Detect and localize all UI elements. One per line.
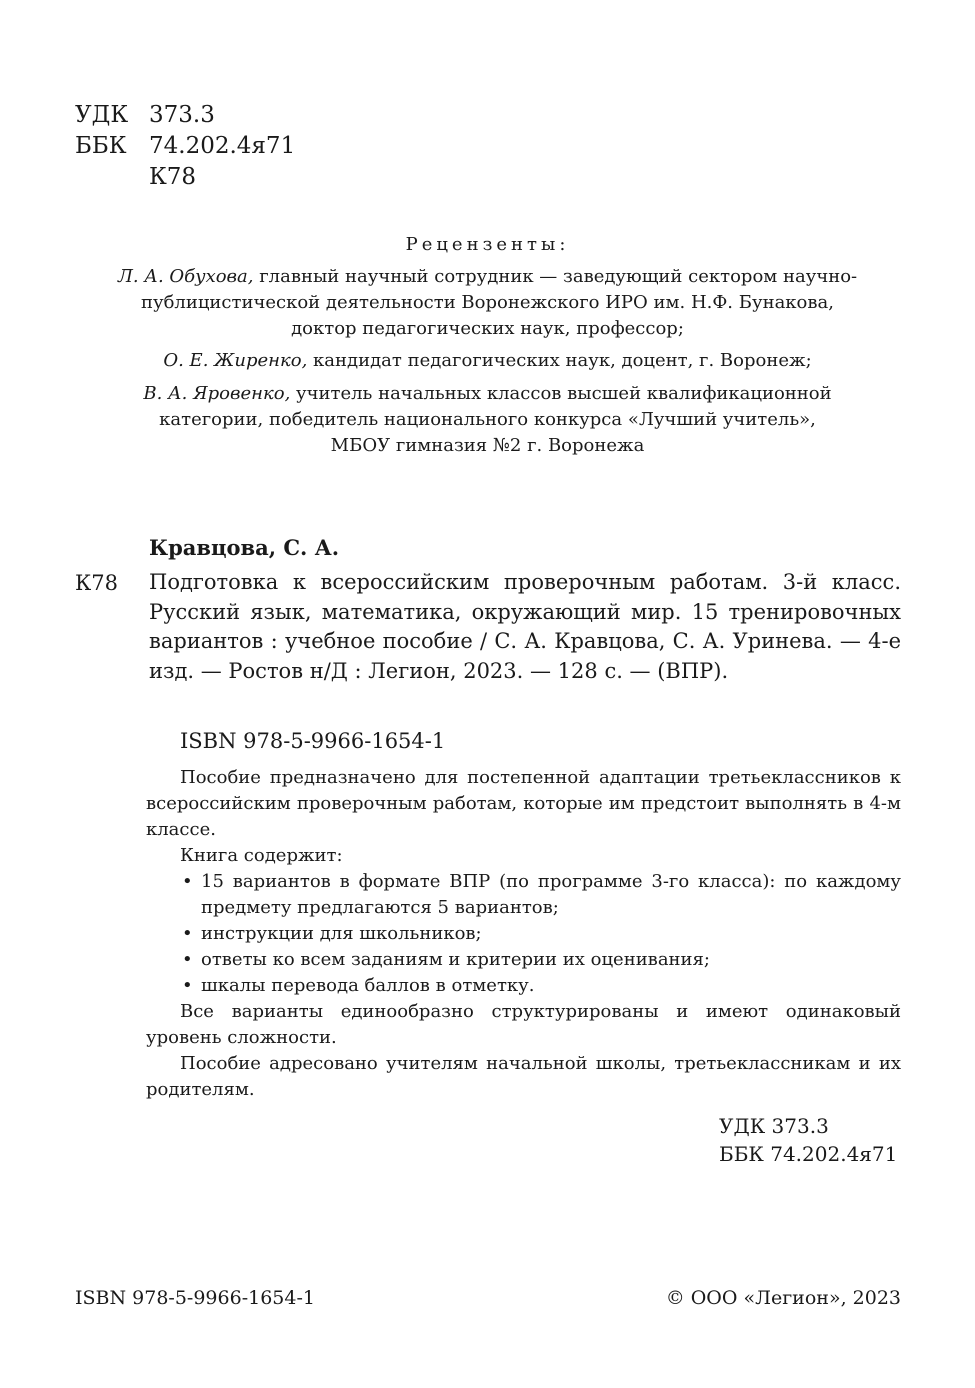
book-isbn: ISBN 978-5-9966-1654-1	[180, 729, 446, 753]
reviewers-heading: Рецензенты:	[405, 234, 570, 255]
annotation-contains-label: Книга содержит:	[180, 845, 343, 866]
footer-copyright: © ООО «Легион», 2023	[665, 1287, 901, 1309]
bullet-icon: •	[182, 923, 193, 944]
bbk-value: 74.202.4я71	[149, 133, 296, 159]
annotation-audience: Пособие адресовано учителям начальной школы, третьеклассникам и их родителям.	[146, 1053, 901, 1100]
bullet-item	[146, 947, 901, 973]
bullet-item	[146, 921, 901, 947]
bullet-icon: •	[182, 871, 193, 892]
bottom-udk: УДК 373.3	[719, 1114, 829, 1138]
udk-value: 373.3	[149, 102, 215, 128]
bullet-icon: •	[182, 949, 193, 970]
book-description: Подготовка к всероссийским проверочным работам. 3-й класс. Русский язык, математика, окружающий мир. 15 тренировочных вариантов : учебное пособие / С. А. Кравцова, С. А. Уринева. — 4-е изд. — Ростов н/Д : Легион, 2023. — 128 с. — (ВПР).	[149, 570, 901, 683]
bullet-text: ответы ко всем заданиям и критерии их оценивания;	[201, 949, 710, 970]
bbk-line	[75, 131, 295, 162]
reviewer-1	[60, 264, 915, 342]
bullet-text: инструкции для школьников;	[201, 923, 482, 944]
reviewer-3	[60, 381, 915, 459]
author-mark: К78	[149, 164, 197, 190]
book-author: Кравцова, С. А.	[149, 535, 340, 560]
reviewer-1-line-2: публицистической деятельности Воронежского ИРО им. Н.Ф. Бунакова,	[141, 292, 834, 313]
reviewer-3-line-1: учитель начальных классов высшей квалификационной	[290, 383, 832, 404]
book-code: К78	[75, 571, 118, 595]
reviewer-1-name: Л. А. Обухова,	[117, 266, 254, 287]
reviewer-2-name: О. Е. Жиренко,	[163, 350, 308, 371]
bbk-label: ББК	[75, 133, 127, 159]
reviewer-3-line-3: МБОУ гимназия №2 г. Воронежа	[330, 435, 645, 456]
reviewer-2-line-1: кандидат педагогических наук, доцент, г. Воронеж;	[307, 350, 812, 371]
annotation-intro: Пособие предназначено для постепенной адаптации третьеклассников к всероссийским проверочным работам, которые им предстоит выполнять в 4-м классе.	[146, 767, 901, 840]
annotation-uniform: Все варианты единообразно структурированы и имеют одинаковый уровень сложности.	[146, 1001, 901, 1048]
bullet-item	[146, 869, 901, 921]
reviewer-2	[60, 348, 915, 374]
udk-line	[75, 100, 215, 131]
annotation	[146, 765, 901, 1103]
bullet-item	[146, 973, 901, 999]
reviewer-1-line-3: доктор педагогических наук, профессор;	[291, 318, 684, 339]
bullet-text: 15 вариантов в формате ВПР (по программе 3-го класса): по каждому предмету предлагаются 5 вариантов;	[201, 871, 901, 918]
bottom-bbk: ББК 74.202.4я71	[719, 1142, 898, 1166]
reviewer-1-line-1: главный научный сотрудник — заведующий сектором научно-	[253, 266, 858, 287]
bullet-icon: •	[182, 975, 193, 996]
udk-label: УДК	[75, 102, 129, 128]
reviewer-3-line-2: категории, победитель национального конкурса «Лучший учитель»,	[159, 409, 816, 430]
reviewer-3-name: В. А. Яровенко,	[143, 383, 291, 404]
footer-isbn: ISBN 978-5-9966-1654-1	[75, 1287, 315, 1309]
bullet-text: шкалы перевода баллов в отметку.	[201, 975, 535, 996]
